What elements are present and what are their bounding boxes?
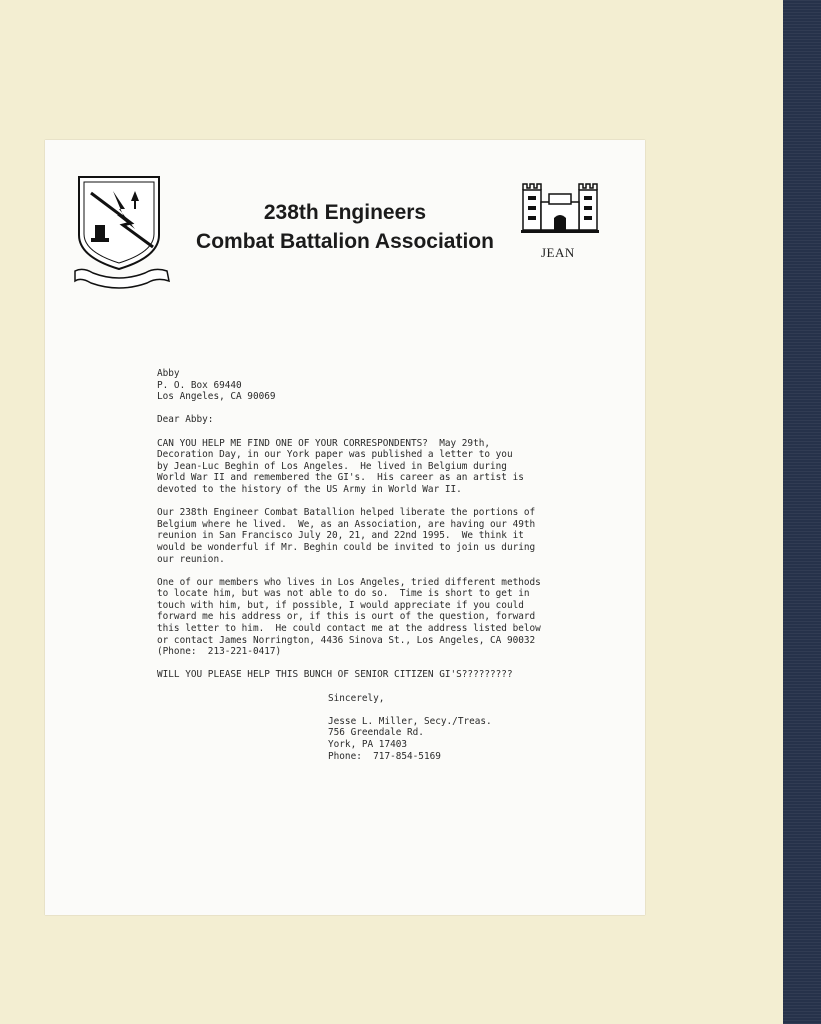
- plea-line: WILL YOU PLEASE HELP THIS BUNCH OF SENIOR CITIZEN GI'S?????????: [157, 669, 513, 681]
- paragraph1-line: by Jean-Luc Beghin of Los Angeles. He lived in Belgium during: [157, 460, 507, 472]
- paragraph1-line: World War II and remembered the GI's. His career as an artist is: [157, 472, 524, 484]
- handwritten-note: JEAN: [541, 245, 575, 260]
- organization-name: [175, 198, 515, 256]
- album-binding: [783, 0, 821, 1024]
- letter-sheet: [45, 140, 645, 915]
- closing: Sincerely,: [328, 692, 385, 704]
- paragraph3-line: to locate him, but was not able to do so. Time is short to get in: [157, 588, 530, 600]
- recipient-address-line2: Los Angeles, CA 90069: [157, 391, 276, 403]
- paragraph1-line: devoted to the history of the US Army in World War II.: [157, 483, 462, 495]
- paragraph3-line: this letter to him. He could contact me at the address listed below: [157, 623, 541, 635]
- signature-name: Jesse L. Miller, Secy./Treas.: [328, 715, 492, 727]
- battalion-crest-icon: [73, 175, 173, 293]
- engineer-castle-icon: [521, 182, 599, 234]
- recipient-address-line1: P. O. Box 69440: [157, 379, 242, 391]
- paragraph3-line: or contact James Norrington, 4436 Sinova St., Los Angeles, CA 90032: [157, 634, 536, 646]
- paragraph3-line: forward me his address or, if this is ourt of the question, forward: [157, 611, 536, 623]
- signature-phone: Phone: 717-854-5169: [328, 750, 441, 762]
- paragraph2-line: Our 238th Engineer Combat Batallion helped liberate the portions of: [157, 507, 536, 519]
- org-name-line2: Combat Battalion Association: [196, 230, 494, 253]
- salutation: Dear Abby:: [157, 414, 214, 426]
- signature-address-line1: 756 Greendale Rd.: [328, 727, 424, 739]
- paragraph1-line: Decoration Day, in our York paper was published a letter to you: [157, 449, 513, 461]
- letter-body: [157, 368, 597, 762]
- paragraph2-line: our reunion.: [157, 553, 225, 565]
- paragraph3-line: touch with him, but, if possible, I would appreciate if you could: [157, 599, 524, 611]
- org-name-line1: 238th Engineers: [263, 201, 427, 224]
- paragraph3-line: One of our members who lives in Los Angeles, tried different methods: [157, 576, 541, 588]
- paragraph1-line: CAN YOU HELP ME FIND ONE OF YOUR CORRESPONDENTS? May 29th,: [157, 437, 491, 449]
- paragraph2-line: Belgium where he lived. We, as an Association, are having our 49th: [157, 518, 536, 530]
- signature-address-line2: York, PA 17403: [328, 739, 408, 750]
- paragraph2-line: would be wonderful if Mr. Beghin could be invited to join us during: [157, 541, 536, 553]
- recipient-name: Abby: [157, 368, 180, 379]
- paragraph2-line: reunion in San Francisco July 20, 21, and 22nd 1995. We think it: [157, 530, 524, 542]
- paragraph3-line: (Phone: 213-221-0417): [157, 646, 282, 658]
